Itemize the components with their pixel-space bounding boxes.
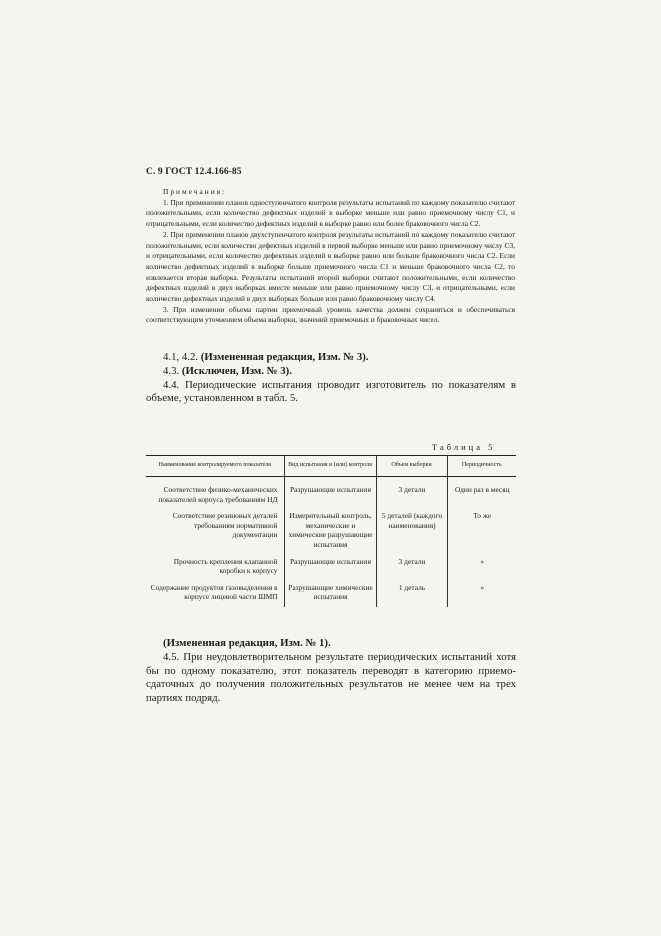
table-row <box>146 555 516 581</box>
paragraph-4-3: 4.3. (Исключен, Изм. № 3). <box>163 364 292 377</box>
table-row <box>146 509 516 554</box>
cell-sample-size: 5 деталей (каждого наименования) <box>376 509 447 554</box>
cell-indicator: Соответствие резиновых деталей требованиям нормативной документации <box>172 511 278 540</box>
cell-periodicity: » <box>447 581 516 607</box>
col-header-sample-size: Объем выборки <box>376 456 447 477</box>
cell-test-type: Разрушающие испытания <box>284 477 376 510</box>
notes-block <box>146 187 515 326</box>
note-2: 2. При применении планов двухступенчатого контроля результаты испытаний по каждому показателю считают положительными, если количество дефектных изделий в первой выборке меньше или равно приемочному числу C3, и отрицательными, если количество дефектных изделий в выборке равно или больше браковочного числа C2. Если количество дефектных изделий в выборке больше приемочного числа C1 и меньше браковочного числа C2, то извлекается вторая выборка. Результаты испытаний второй выборки считают положительными, если количество дефектных изделий в двух выборках вместе меньше или равно приемочному числу C3, и отрицательными, если количество дефектных изделий в двух выборках больше или равно браковочному числу C4. <box>146 229 515 304</box>
cell-periodicity: Один раз в месяц <box>447 477 516 510</box>
table-row <box>146 581 516 607</box>
notes-title: Примечания: <box>163 187 227 196</box>
section-4-text <box>146 351 516 406</box>
cell-indicator: Прочность крепления клапанной коробки к корпусу <box>173 556 278 576</box>
cell-sample-size: 1 деталь <box>376 581 447 607</box>
cell-sample-size: 3 детали <box>376 477 447 510</box>
table-row <box>146 477 516 510</box>
cell-indicator: Соответствие физико-механических показателей корпуса требованиям НД <box>158 485 278 504</box>
paragraph-4-4: 4.4. Периодические испытания проводит изготовитель по показателям в объеме, установленном в табл. 5. <box>146 378 516 405</box>
cell-test-type: Измерительный контроль, механические и химические разрушающие испытания <box>284 509 376 554</box>
cell-test-type: Разрушающие химические испытания <box>284 581 376 607</box>
cell-test-type: Разрушающие испытания <box>284 555 376 581</box>
amendment-note: (Измененная редакция, Изм. № 1). <box>163 637 331 649</box>
cell-indicator: Содержание продуктов газовыделения в корпусе лицевой части ШМП <box>150 582 278 602</box>
note-1: 1. При применении планов одноступенчатого контроля результаты испытаний по каждому показателю считают положительными, если количество дефектных изделий в выборке меньше или равно приемочному числу C1, и отрицательными, если количество дефектных изделий в выборке равно или более браковочного числа C2. <box>146 197 515 229</box>
cell-sample-size: 3 детали <box>376 555 447 581</box>
cell-periodicity: То же <box>447 509 516 554</box>
periodic-tests-table <box>146 455 516 607</box>
page-header: С. 9 ГОСТ 12.4.166-85 <box>146 167 242 177</box>
table-header-row <box>146 456 516 477</box>
paragraph-4-5: 4.5. При неудовлетворительном результате периодических испытаний хотя бы по одному показателю, этот показатель переводят в категорию приемо-сдаточных до получения положительных результатов не менее чем на трех партиях подряд. <box>146 650 516 705</box>
table-caption: Таблица 5 <box>432 442 496 452</box>
col-header-periodicity: Периодичность <box>447 456 516 477</box>
section-4-5-text <box>146 637 516 706</box>
col-header-indicator: Наименование контролируемого показателя <box>146 456 284 477</box>
cell-periodicity: » <box>447 555 516 581</box>
note-3: 3. При изменении объема партии приемочный уровень качества должен сохраняться и обеспечиваться соответствующим уточнением объема выборки, значений приемочных и браковочных чисел. <box>146 304 515 325</box>
paragraph-4-1: 4.1, 4.2. (Измененная редакция, Изм. № 3). <box>163 351 369 363</box>
col-header-test-type: Вид испытания и (или) контроля <box>284 456 376 477</box>
